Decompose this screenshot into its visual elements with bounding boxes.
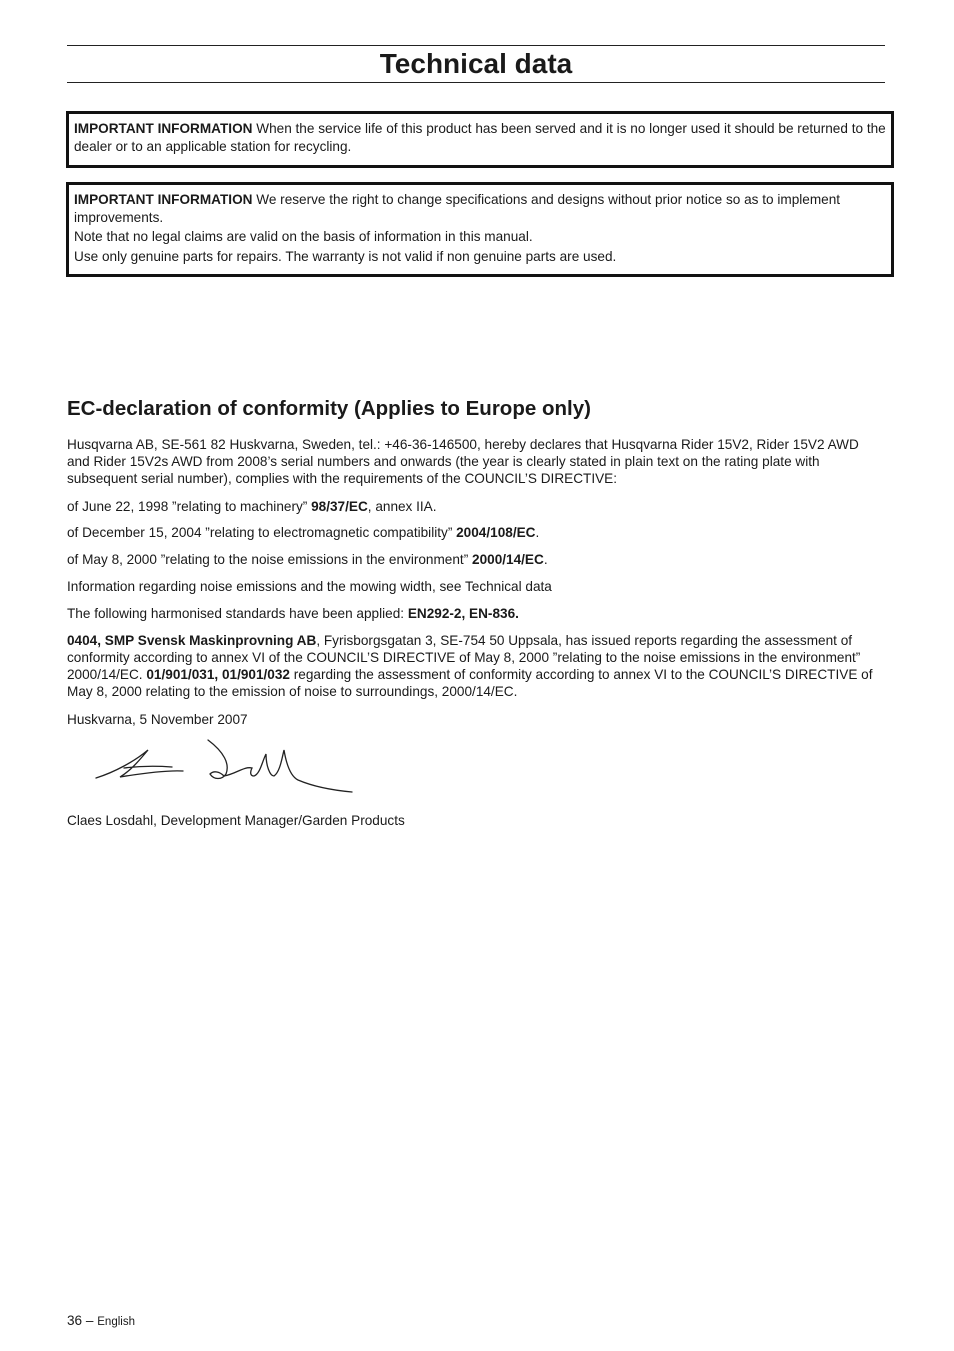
notified-body-name: 0404, SMP Svensk Maskinprovning AB	[67, 633, 317, 648]
directive-machinery	[67, 498, 885, 515]
harmonised-standards	[67, 605, 885, 622]
standards-code: EN292-2, EN-836.	[407, 606, 519, 621]
standards-text: The following harmonised standards have been applied:	[67, 606, 408, 621]
directive-noise	[67, 551, 885, 568]
directive-text: , annex IIA.	[367, 499, 437, 514]
notified-body-text: regarding the assessment of conformity according to annex VI to the COUNCIL’S DIRECTIVE of May 8, 2000 relating to the emission of noise to surroundings, 2000/14/EC.	[67, 667, 873, 699]
info-legal-note: Note that no legal claims are valid on the basis of information in this manual.	[74, 229, 533, 244]
directive-text: of June 22, 1998 ”relating to machinery”	[67, 499, 312, 514]
place-and-date: Huskvarna, 5 November 2007	[67, 712, 248, 727]
important-info-box-recycling	[66, 111, 894, 168]
info-genuine-parts-note: Use only genuine parts for repairs. The warranty is not valid if non genuine parts are used.	[74, 248, 617, 264]
important-info-box-specifications	[66, 182, 894, 277]
noise-info-paragraph: Information regarding noise emissions and the mowing width, see Technical data	[67, 579, 552, 594]
notified-body-text: , Fyrisborgsgatan 3, SE-754 50 Uppsala, has issued reports regarding the assessment of conformity according to annex VI of the COUNCIL’S DIRECTIVE of May 8, 2000 ”relating to the noise emissions in the environment” 2000/14/EC.	[67, 633, 861, 682]
directive-text: .	[543, 552, 548, 567]
directive-emc	[67, 524, 885, 541]
directive-text: of May 8, 2000 ”relating to the noise emissions in the environment”	[67, 552, 473, 567]
directive-text: .	[535, 525, 540, 540]
report-numbers: 01/901/031, 01/901/032	[146, 667, 290, 682]
info-label: IMPORTANT INFORMATION	[74, 121, 253, 136]
notified-body-paragraph	[67, 632, 885, 700]
directive-code: 2000/14/EC	[472, 552, 544, 567]
footer-separator: –	[82, 1313, 98, 1328]
footer-language: English	[97, 1316, 135, 1328]
page-footer	[67, 1312, 135, 1331]
ec-intro-paragraph: Husqvarna AB, SE-561 82 Huskvarna, Sweden, tel.: +46-36-146500, hereby declares that Husqvarna Rider 15V2, Rider 15V2 AWD and Rider 15V2s AWD from 2008’s serial numbers and onwards (the year is clearly stated in plain text on the rating plate with subsequent serial number), complies with the requirements of the COUNCIL’S DIRECTIVE:	[67, 437, 859, 486]
directive-text: of December 15, 2004 ”relating to electromagnetic compatibility”	[67, 525, 457, 540]
page-number: 36	[67, 1313, 83, 1328]
ec-declaration-title: EC-declaration of conformity (Applies to Europe only)	[67, 397, 591, 420]
signatory-name: Claes Losdahl, Development Manager/Garden Products	[67, 813, 405, 828]
directive-code: 98/37/EC	[311, 499, 368, 514]
page-title: Technical data	[379, 48, 573, 79]
signature-image	[90, 736, 360, 798]
page-header	[67, 45, 885, 83]
info-paragraph	[74, 191, 886, 226]
info-label: IMPORTANT INFORMATION	[74, 192, 253, 207]
info-text: We reserve the right to change specifications and designs without prior notice so as to implement improvements.	[74, 192, 841, 225]
info-text: When the service life of this product has been served and it is no longer used it should be returned to the dealer or to an applicable station for recycling.	[74, 121, 886, 154]
info-paragraph	[74, 120, 886, 155]
directive-code: 2004/108/EC	[456, 525, 536, 540]
